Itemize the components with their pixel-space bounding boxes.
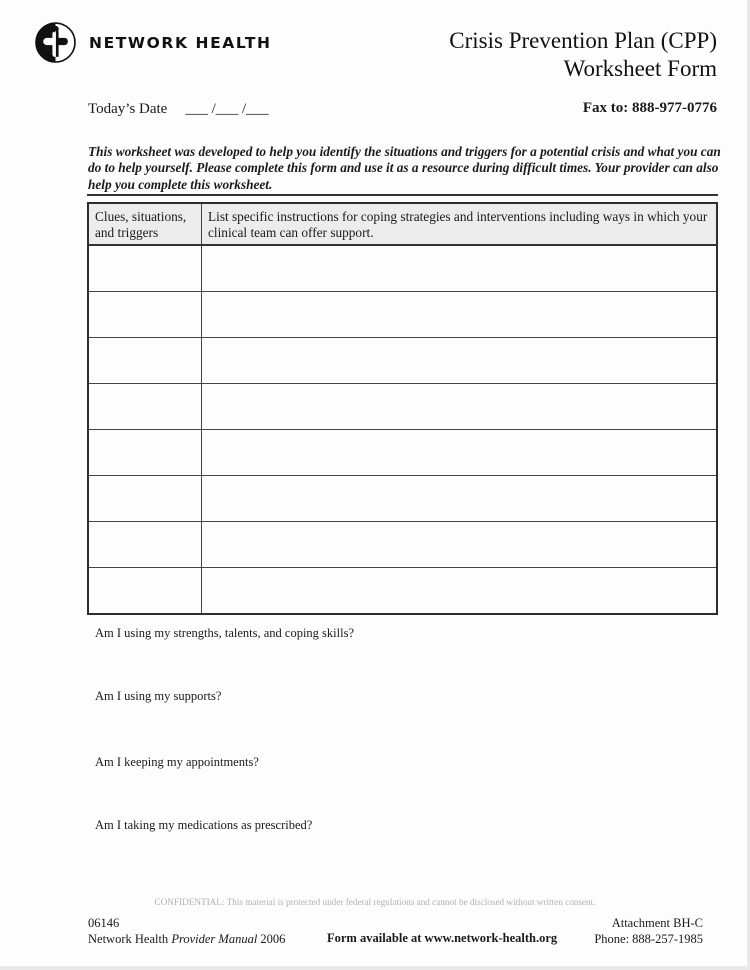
clues-cell[interactable]: [88, 430, 202, 476]
coping-worksheet-table: [87, 202, 718, 615]
clues-cell[interactable]: [88, 292, 202, 338]
footer-phone: Phone: 888-257-1985: [594, 931, 703, 946]
manual-prefix: Network Health: [88, 931, 172, 946]
fax-number: Fax to: 888-977-0776: [582, 100, 717, 116]
header-clues: Clues, situations, and triggers: [88, 203, 202, 245]
instructions-cell[interactable]: [202, 568, 718, 615]
clues-cell[interactable]: [88, 384, 202, 430]
instructions-cell[interactable]: [202, 522, 718, 568]
instructions-cell[interactable]: [202, 384, 718, 430]
instructions-cell[interactable]: [202, 292, 718, 338]
clues-cell[interactable]: [88, 245, 202, 292]
clues-cell[interactable]: [88, 568, 202, 615]
table-row: [88, 384, 717, 430]
form-title: [449, 27, 717, 83]
logo-text: NETWORK HEALTH: [89, 33, 272, 52]
manual-title: Provider Manual: [171, 931, 258, 946]
instructions-cell[interactable]: [202, 338, 718, 384]
clues-cell[interactable]: [88, 476, 202, 522]
date-blanks[interactable]: ___ /___ /___: [185, 101, 269, 117]
table-row: [88, 338, 717, 384]
instructions-cell[interactable]: [202, 476, 718, 522]
confidential-notice: CONFIDENTIAL: This material is protected under federal regulations and cannot be disclosed without written consent.: [154, 897, 596, 907]
clues-cell[interactable]: [88, 338, 202, 384]
form-title-line1: Crisis Prevention Plan (CPP): [449, 28, 717, 53]
table-row: [88, 245, 717, 292]
date-field: [88, 101, 269, 118]
table-header-row: [88, 203, 717, 245]
table-row: [88, 522, 717, 568]
footer-right: [594, 916, 703, 947]
form-available-link[interactable]: Form available at www.network-health.org: [327, 931, 558, 945]
intro-text: This worksheet was developed to help you identify the situations and triggers for a potential crisis and what you can do to help yourself. Please complete this form and use it as a resource during difficult times. Your provider can also help you complete this worksheet.: [88, 144, 721, 192]
question-supports: Am I using my supports?: [95, 689, 222, 703]
instructions-cell[interactable]: [202, 430, 718, 476]
manual-year: 2006: [257, 931, 286, 946]
manual-reference: [88, 932, 285, 948]
footer-left: [88, 916, 285, 947]
network-health-logo: [35, 22, 272, 63]
question-medications: Am I taking my medications as prescribed?: [95, 818, 313, 832]
table-row: [88, 292, 717, 338]
form-title-line2: Worksheet Form: [563, 56, 717, 81]
table-row: [88, 476, 717, 522]
form-code: 06146: [88, 916, 120, 930]
network-health-cross-circle-icon: [35, 22, 76, 63]
attachment-label: Attachment BH-C: [611, 916, 703, 930]
question-strengths: Am I using my strengths, talents, and coping skills?: [95, 626, 355, 640]
instructions-cell[interactable]: [202, 245, 718, 292]
header-instructions: List specific instructions for coping strategies and interventions including ways in which your clinical team can offer support.: [202, 203, 718, 245]
date-label: Today’s Date: [88, 101, 168, 117]
clues-cell[interactable]: [88, 522, 202, 568]
table-row: [88, 568, 717, 615]
question-appointments: Am I keeping my appointments?: [95, 755, 259, 769]
table-row: [88, 430, 717, 476]
divider-rule: [87, 194, 718, 196]
